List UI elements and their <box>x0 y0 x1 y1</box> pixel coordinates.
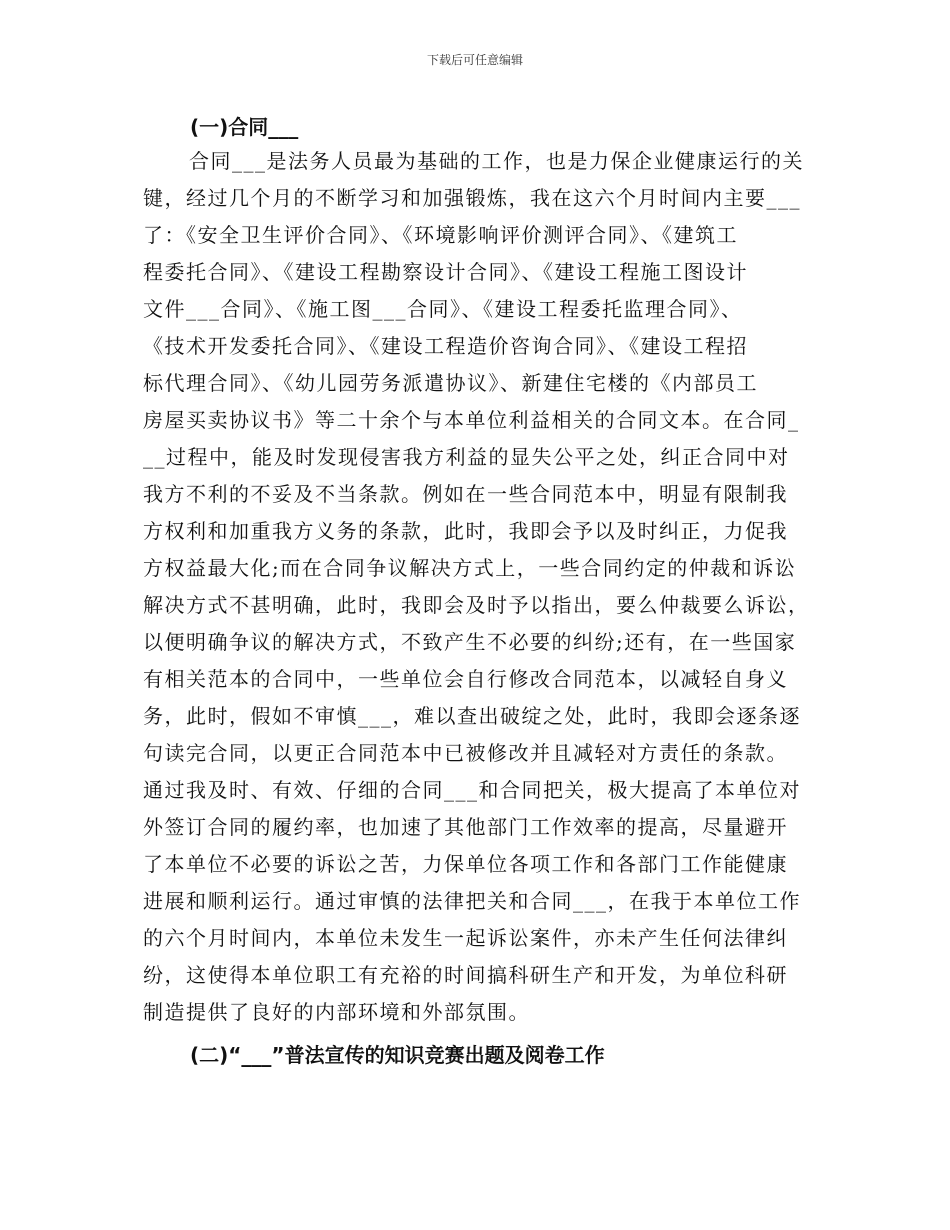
section-heading-contract: (一)合同___ <box>190 115 299 139</box>
paragraph-line: 以便明确争议的解决方式，不致产生不必要的纠纷;还有，在一些国家 <box>143 630 797 654</box>
paragraph-line: 方权益最大化;而在合同争议解决方式上，一些合同约定的仲裁和诉讼 <box>143 556 797 580</box>
paragraph-line: 键，经过几个月的不断学习和加强锻炼，我在这六个月时间内主要___ <box>143 186 801 210</box>
paragraph-line: 纷，这使得本单位职工有充裕的时间搞科研生产和开发，为单位科研 <box>143 963 788 987</box>
page-header: 下载后可任意编辑 <box>426 53 523 67</box>
paragraph-line: 有相关范本的合同中，一些单位会自行修改合同范本，以减轻自身义 <box>143 667 788 691</box>
paragraph-line: 标代理合同》、《幼儿园劳务派遣协议》、新建住宅楼的《内部员工 <box>143 371 758 395</box>
paragraph-line: 通过我及时、有效、仔细的合同___和合同把关，极大提高了本单位对 <box>143 778 801 802</box>
paragraph-line: 制造提供了良好的内部环境和外部氛围。 <box>143 1000 530 1024</box>
paragraph-line: 方权利和加重我方义务的条款，此时，我即会予以及时纠正，力促我 <box>143 519 788 543</box>
paragraph-line: __过程中，能及时发现侵害我方利益的显失公平之处，纠正合同中对 <box>143 445 790 469</box>
paragraph-line: 合同___是法务人员最为基础的工作，也是力保企业健康运行的关 <box>189 149 804 173</box>
paragraph-line: 务，此时，假如不审慎___，难以查出破绽之处，此时，我即会逐条逐 <box>143 704 801 728</box>
paragraph-line: 了：《安全卫生评价合同》、《环境影响评价测评合同》、《建筑工 <box>143 223 738 247</box>
section-body-contract <box>0 148 950 1038</box>
paragraph-line: 进展和顺利运行。通过审慎的法律把关和合同___，在我于本单位工作 <box>143 889 801 913</box>
paragraph-line: 房屋买卖协议书》等二十余个与本单位利益相关的合同文本。在合同_ <box>143 408 800 432</box>
paragraph-line: 《技术开发委托合同》、《建设工程造价咨询合同》、《建设工程招 <box>143 334 748 358</box>
paragraph-line: 句读完合同，以更正合同范本中已被修改并且减轻对方责任的条款。 <box>143 741 788 765</box>
paragraph-line: 程委托合同》、《建设工程勘察设计合同》、《建设工程施工图设计 <box>143 260 748 284</box>
paragraph-line: 解决方式不甚明确，此时，我即会及时予以指出，要么仲裁要么诉讼， <box>143 593 810 617</box>
section-heading-quiz: (二)“___”普法宣传的知识竞赛出题及阅卷工作 <box>190 1043 605 1067</box>
paragraph-line: 文件___合同》、《施工图___合同》、《建设工程委托监理合同》、 <box>143 297 743 321</box>
paragraph-line: 外签订合同的履约率，也加速了其他部门工作效率的提高，尽量避开 <box>143 815 788 839</box>
paragraph-line: 的六个月时间内，本单位未发生一起诉讼案件，亦未产生任何法律纠 <box>143 926 788 950</box>
paragraph-line: 了本单位不必要的诉讼之苦，力保单位各项工作和各部门工作能健康 <box>143 852 788 876</box>
paragraph-line: 我方不利的不妥及不当条款。例如在一些合同范本中，明显有限制我 <box>143 482 788 506</box>
